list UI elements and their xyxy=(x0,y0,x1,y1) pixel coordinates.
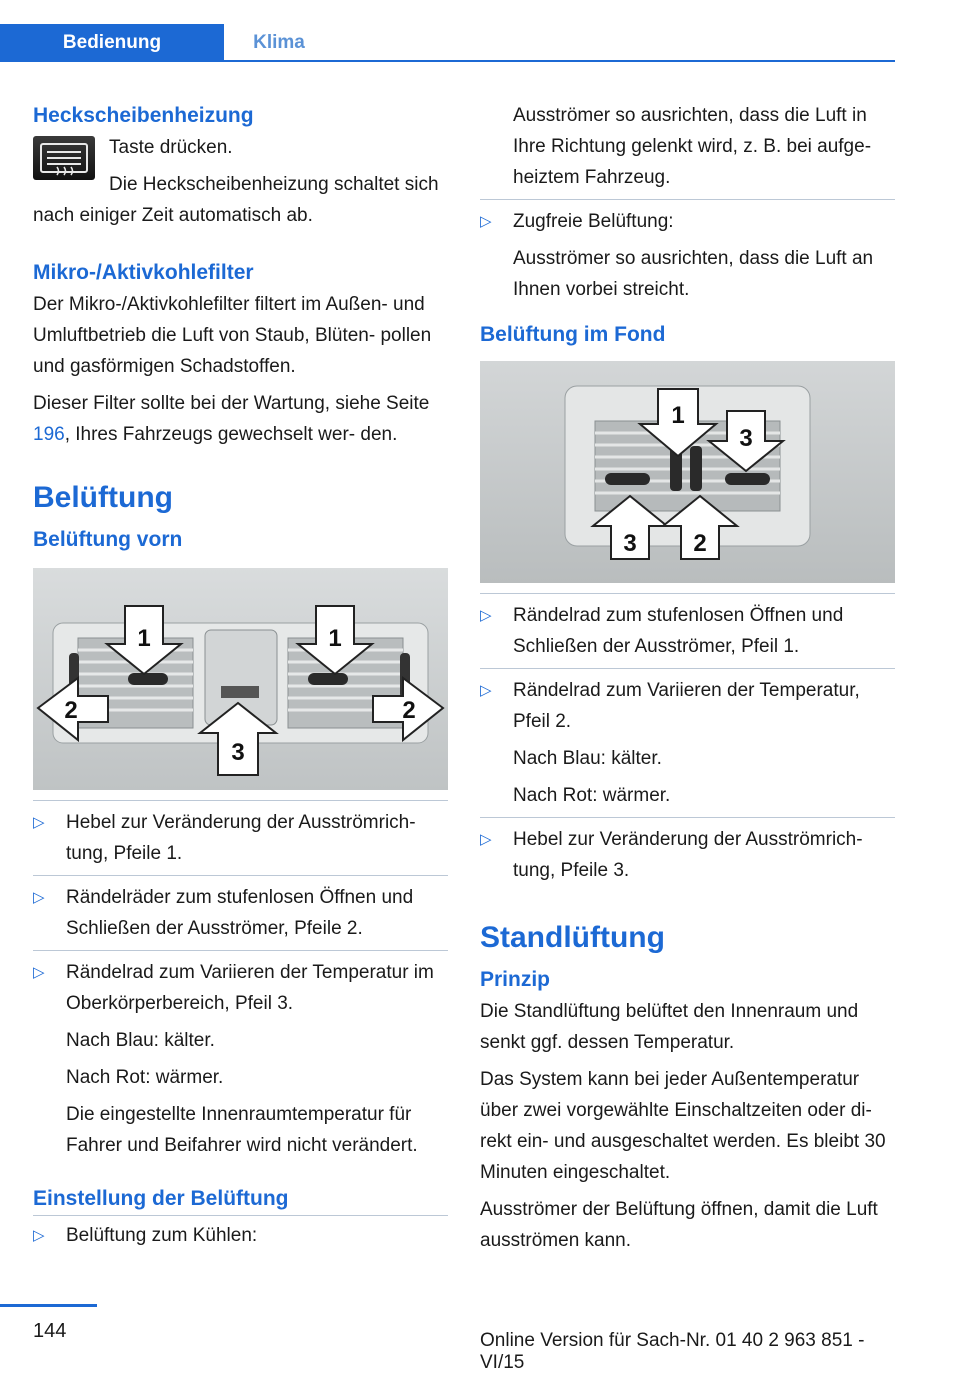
filter-p1: Der Mikro-/Aktivkohlefilter filtert im Außen- und Umluftbetrieb die Luft von Staub, Blüten- pollen und gasförmigen Schadstoffen. xyxy=(33,294,432,377)
sub-text: Die eingestellte Innenraumtemperatur für Fahrer und Beifahrer wird nicht verändert. xyxy=(66,1104,418,1156)
rear-defrost-block xyxy=(33,132,448,231)
triangle-bullet-icon: ▷ xyxy=(33,964,45,981)
page-number: 144 xyxy=(33,1320,67,1342)
triangle-bullet-icon: ▷ xyxy=(480,607,492,624)
list-item: ▷ Rändelräder zum stufenlosen Öffnen und Schließen der Ausströmer, Pfeile 2. xyxy=(33,882,448,944)
front-label-3: 3 xyxy=(231,739,245,766)
triangle-bullet-icon: ▷ xyxy=(33,1227,45,1244)
front-label-2b: 2 xyxy=(402,697,416,724)
standby-p2: Das System kann bei jeder Außentemperatur über zwei vorgewählte Einschaltzeiten oder di- rekt ein- und ausgeschaltet werden. Es bleibt 30 Minuten eingeschaltet. xyxy=(480,1069,886,1183)
list-item: ▷ Hebel zur Veränderung der Ausströmrich- tung, Pfeile 3. xyxy=(480,824,895,886)
triangle-bullet-icon: ▷ xyxy=(480,682,492,699)
triangle-bullet-icon: ▷ xyxy=(33,814,45,831)
cooling-text: Ausströmer so ausrichten, dass die Luft in Ihre Richtung gelenkt wird, z. B. bei aufge- heiztem Fahrzeug. xyxy=(513,105,872,188)
rear-defrost-p1: Taste drücken. xyxy=(109,137,233,158)
front-label-1b: 1 xyxy=(328,625,342,652)
front-label-1a: 1 xyxy=(137,625,151,652)
triangle-bullet-icon: ▷ xyxy=(480,213,492,230)
sub-text: Nach Blau: kälter. xyxy=(513,748,662,769)
front-vent-list xyxy=(33,800,448,1161)
filter-p2: Dieser Filter sollte bei der Wartung, siehe Seite 196, Ihres Fahrzeugs gewechselt wer- den. xyxy=(33,393,430,445)
section-title-front-ventilation: Belüftung vorn xyxy=(33,528,183,551)
list-item: ▷ Zugfreie Belüftung: xyxy=(480,206,895,237)
list-item: ▷ Belüftung zum Kühlen: xyxy=(33,1220,448,1251)
standby-p3: Ausströmer der Belüftung öffnen, damit die Luft ausströmen kann. xyxy=(480,1199,878,1251)
triangle-bullet-icon: ▷ xyxy=(480,831,492,848)
header-tabs xyxy=(0,24,895,62)
front-label-2a: 2 xyxy=(64,697,78,724)
rear-vent-list xyxy=(480,593,895,886)
front-vents-image xyxy=(33,568,448,790)
online-version-text: Online Version für Sach-Nr. 01 40 2 963 851 - VI/15 xyxy=(480,1330,865,1373)
sub-text: Nach Blau: kälter. xyxy=(66,1030,215,1051)
standby-p1: Die Standlüftung belüftet den Innenraum und senkt ggf. dessen Temperatur. xyxy=(480,1001,859,1053)
tab-klima[interactable]: Klima xyxy=(253,32,305,53)
rear-defrost-p2: Die Heckscheibenheizung schaltet sich nach einiger Zeit automatisch ab. xyxy=(33,174,439,226)
rear-vents-image xyxy=(480,361,895,583)
header-divider xyxy=(0,60,895,62)
rear-label-2: 2 xyxy=(693,530,707,557)
rear-label-1: 1 xyxy=(671,402,685,429)
section-title-rear-window-heating: Heckscheibenheizung xyxy=(33,104,254,127)
draft-free-text: Ausströmer so ausrichten, dass die Luft an Ihnen vorbei streicht. xyxy=(513,248,874,300)
triangle-bullet-icon: ▷ xyxy=(33,889,45,906)
section-title-settings: Einstellung der Belüftung xyxy=(33,1187,289,1210)
section-title-filter: Mikro-/Aktivkohlefilter xyxy=(33,261,254,284)
rear-window-heating-icon xyxy=(33,136,95,180)
tab-bedienung[interactable]: Bedienung xyxy=(0,24,224,62)
right-column xyxy=(480,100,895,1262)
section-title-standby-ventilation: Standlüftung xyxy=(480,921,665,954)
left-column xyxy=(33,100,448,1257)
rear-label-3a: 3 xyxy=(739,425,753,452)
rear-label-3b: 3 xyxy=(623,530,637,557)
section-title-ventilation: Belüftung xyxy=(33,481,173,514)
sub-text: Nach Rot: wärmer. xyxy=(513,785,671,806)
list-item: ▷ Hebel zur Veränderung der Ausströmrich- tung, Pfeile 1. xyxy=(33,807,448,869)
list-item: ▷ Rändelrad zum stufenlosen Öffnen und Schließen der Ausströmer, Pfeil 1. xyxy=(480,600,895,662)
footer-accent-line xyxy=(0,1304,97,1307)
page-link-196[interactable]: 196 xyxy=(33,424,65,445)
sub-text: Nach Rot: wärmer. xyxy=(66,1067,224,1088)
section-title-rear-ventilation: Belüftung im Fond xyxy=(480,323,666,346)
section-title-principle: Prinzip xyxy=(480,968,551,991)
list-item: ▷ Rändelrad zum Variieren der Temperatur, Pfeil 2. xyxy=(480,675,895,737)
list-item: ▷ Rändelrad zum Variieren der Temperatur im Oberkörperbereich, Pfeil 3. xyxy=(33,957,448,1019)
